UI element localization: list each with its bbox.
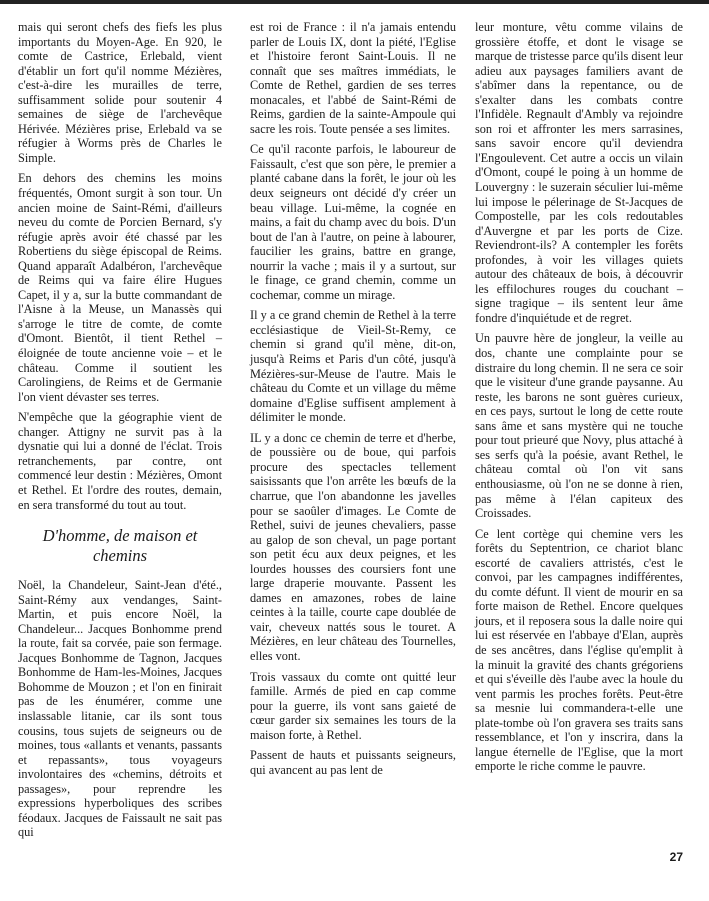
- paragraph: N'empêche que la géographie vient de changer. Attigny ne survit pas à la dysnatie qui lui a donné de l'éclat. Trois retranchements, par contre, ont commencé leur destin : Mézières, Omont et Rethel. Et l'ordre des routes, demain, en sera transformé du tout au tout.: [18, 410, 222, 512]
- section-subheading: D'homme, de maison et chemins: [42, 526, 198, 566]
- paragraph: Noël, la Chandeleur, Saint-Jean d'été., Saint-Rémy aux vendanges, Saint-Martin, et puis encore Noël, la Chandeleur... Jacques Bonhomme prend la route, fait sa corvée, paie son fermage. Jacques Bonhomme de Tagnon, Jacques Bonhomme de Ham-les-Moines, Jacques Bohomme de Mouzon ; et l'on en finirait pas de les énumérer, comme une inslassable litanie, car ils sont tous cousins, tous sujets de seigneurs ou de moines, tous «allants et venants, passants et repassants», tous voyageurs involontaires des «chemins, détroits et passages», pour reprendre les expressions hyperboliques des scribes féodaux. Jacques de Faissault ne sait pas qui: [18, 578, 222, 840]
- paragraph: Ce lent cortège qui chemine vers les forêts du Septentrion, ce chariot blanc escorté de cavaliers attristés, c'est le convoi, par les campagnes indifférentes, du comte défunt. Il vient de mourir en sa forte maison de Rethel. Encore quelques jours, et il reposera sous la dalle noire qui lui est réservée en l'abbaye d'Elan, auprès de ses ancêtres, dans l'église qu'emplit à la minuit la gravité des chants grégoriens et qui s'éveille dès l'aube avec la houle du vent parmis les proches forêts. Peut-être sa mesnie lui commandera-t-elle une plate-tombe où l'on gravera ses traits sans ressemblance, et l'on y inscrira, dans la langue éternelle de l'Eglise, que la mort emporte le riche comme le pauvre.: [475, 526, 683, 774]
- paragraph: Il y a ce grand chemin de Rethel à la terre ecclésiastique de Vieil-St-Remy, ce chemin si grand qu'il mène, dit-on, jusqu'à Reims et Paris d'un côté, jusqu'à Mézières-sur-Meuse de l'autre. Mais le château du Comte et un village du même domaine d'Eglise suffisent amplement à délimiter le monde.: [250, 308, 456, 425]
- text-column-3: [475, 20, 683, 780]
- paragraph: Trois vassaux du comte ont quitté leur famille. Armés de pied en cap comme pour la guerre, ils vont sans gaieté de cœur garder six semaines les tours de la maison forte, à Rethel.: [250, 669, 456, 742]
- paragraph: Un pauvre hère de jongleur, la veille au dos, chante une complainte pour se distraire du long chemin. Il ne sera ce soir que le visiteur d'une grande paysanne. Au reste, les barons ne sont guères curieux, en ces pays, surtout le long de cette route sans âme et sans mystère qui ne touche pour tout prieuré que Novy, plus attaché à ses serfs qu'à la poésie, avant Rethel, le château comtal où l'on vit sans enthousiasme, où l'on ne se donne à rien, pas même à l'élan capiteux des Croissades.: [475, 331, 683, 521]
- paragraph: Ce qu'il raconte parfois, le laboureur de Faissault, c'est que son père, le premier a planté cabane dans la forêt, le jour où les deux seigneurs ont décidé d'y créer un beau village. Lui-même, la cognée en mains, a fait du champ avec du bois. D'un bout de l'an à l'autre, on peine à labourer, faucilier les grains, battre en grange, nourrir la vache ; mais il y a surtout, sur le finage, ce grand chemin, comme un cochemar, comme un mirage.: [250, 142, 456, 302]
- top-rule: [0, 0, 709, 4]
- paragraph: leur monture, vêtu comme vilains de grossière étoffe, et dont le visage se marque de tristesse parce qu'ils disent leur adieu aux paysages familiers avant de s'abîmer dans la repentance, ou de s'exalter dans les combats contre l'Infidèle. Regnault d'Ambly va rejoindre son roi et affronter les mers sarrasines, sans savoir encore qu'il deviendra l'Engoulevent. Cet autre a occis un vilain d'Omont, coupé le poing à un homme de Louvergny : le suzerain séculier lui-même lui impose le pélerinage de St-Jacques de Compostelle, par les cols redoutables d'Auvergne et par les ports de Cize. Reviendront-ils? A contempler les forêts profondes, à voir les villages quiets autour des châteaux de bois, à découvrir les effilochures rouges du couchant – signe tragique – ils sentent leur âme fondre d'inquiétude et de regret.: [475, 20, 683, 325]
- paragraph: mais qui seront chefs des fiefs les plus importants du Moyen-Age. En 920, le comte de Castrice, Erlebald, vient d'établir un fort qu'il nomme Mézières, c'est-à-dire les murailles de terre, suffisamment solide pour soutenir 4 semaines de siège de l'archevêque Hérivée. Mézières prise, Erlebald va se réfugier à Worms près de Charles le Simple.: [18, 20, 222, 165]
- text-column-2: [250, 20, 456, 783]
- paragraph: est roi de France : il n'a jamais entendu parler de Louis IX, dont la piété, l'Eglise et l'histoire feront Saint-Louis. Il ne connaît que ses maîtres immédiats, le Comte de Rethel, gardien de ses terres monacales, et l'abbé de Saint-Rémi de Reims, gardien de la sainte-Ampoule qui sacre les rois. Toute pensée a ses limites.: [250, 20, 456, 136]
- paragraph: Passent de hauts et puissants seigneurs, qui avancent au pas lent de: [250, 748, 456, 777]
- text-column-1: [18, 20, 222, 846]
- paragraph: IL y a donc ce chemin de terre et d'herbe, de poussière ou de boue, qui parfois procure des spectacles tellement saisissants que l'on arrête les bœufs de la charrue, que l'on abandonne les javelles pour se saoûler d'images. Le Comte de Rethel, suivi de jeunes chevaliers, passe au galop de son cheval, un page portant son petit écu aux deux peignes, et les lourdes housses des coursiers font une large draperie mouvante. Passent les dames en amazones, robes de laine ceintes à la taille, courte cape doublée de vair, cheveux nattés sous le touret. A Mézières, en leur château des Tournelles, elles vont.: [250, 430, 456, 663]
- paragraph: En dehors des chemins les moins fréquentés, Omont surgit à son tour. Un ancien moine de Saint-Rémi, d'ailleurs neveu du comte de Porcien Bernard, s'y réfugie après avoir été chassé par les Robertiens du siège épiscopal de Reims. Quand apparaît Adalbéron, l'archevêque de Reims qui va faire élire Hugues Capet, il y a, sur la butte commandant de l'Aisne à la Meuse, un Manassès qui s'arroge le titre de comte, de comte d'Omont. Bientôt, il tient Rethel – éloignée de toute ancienne voie – et le château. Comme il soutient les Carolingiens, de Reims et de Germanie l'on vient dévaster ses terres.: [18, 171, 222, 404]
- page-number: 27: [669, 850, 683, 864]
